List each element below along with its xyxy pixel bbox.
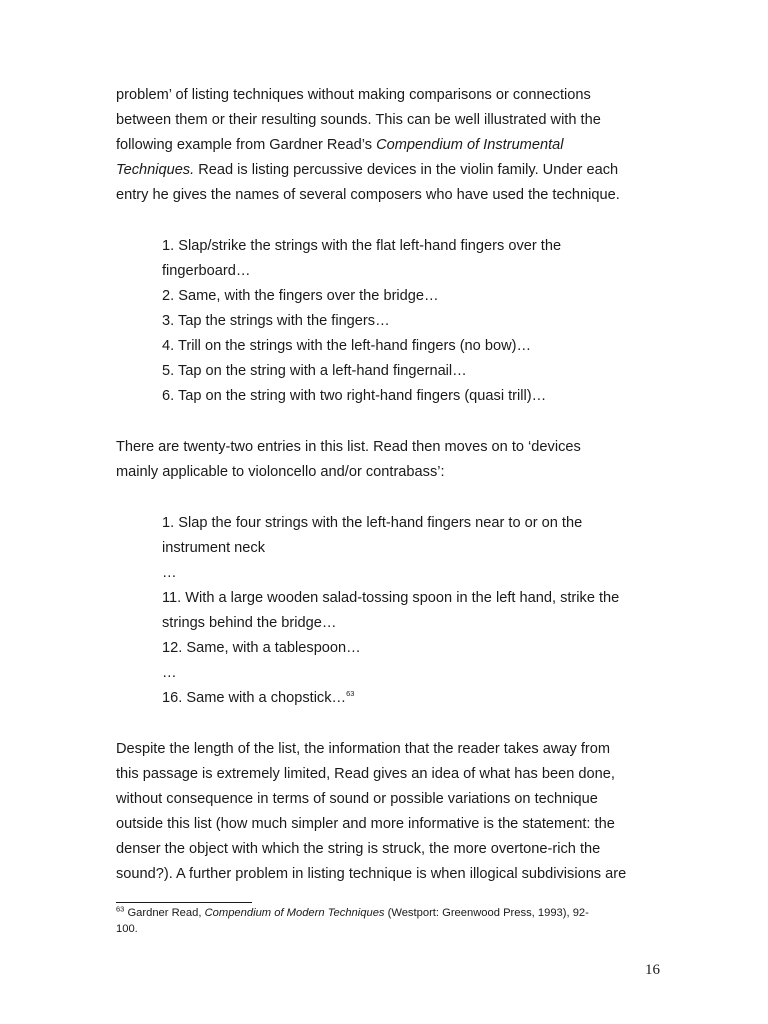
list1-item1-line1: 1. Slap/strike the strings with the flat left-hand fingers over the (162, 238, 562, 254)
book-title-italic-cont: Techniques. (116, 162, 195, 178)
list1-item3: 3. Tap the strings with the fingers… (162, 313, 390, 329)
paragraph3-line4: outside this list (how much simpler and more informative is the statement: the (116, 816, 615, 832)
paragraph3-line5: denser the object with which the string is struck, the more overtone-rich the (116, 841, 601, 857)
footnote-line2: 100. (116, 922, 138, 935)
list1-item6: 6. Tap on the string with two right-hand fingers (quasi trill)… (162, 388, 547, 404)
footnote-number: 63 (116, 904, 125, 914)
paragraph3-line3: without consequence in terms of sound or possible variations on technique (116, 791, 598, 807)
paragraph3-line6: sound?). A further problem in listing technique is when illogical subdivisions are (116, 866, 627, 882)
paragraph1-line3 (116, 133, 563, 158)
footnote-reference[interactable]: 63 (346, 689, 355, 699)
paragraph2-line2: mainly applicable to violoncello and/or contrabass’: (116, 464, 445, 480)
book-title-italic: Compendium of Instrumental (376, 137, 564, 153)
list2-item11-line2: strings behind the bridge… (162, 615, 337, 631)
paragraph1-line5: entry he gives the names of several composers who have used the technique. (116, 187, 620, 203)
footnote-text-post: (Westport: Greenwood Press, 1993), 92- (384, 907, 589, 919)
list2-item1-line1: 1. Slap the four strings with the left-hand fingers near to or on the (162, 515, 583, 531)
list2-item16 (162, 686, 354, 711)
list2-item11-line1: 11. With a large wooden salad-tossing spoon in the left hand, strike the (162, 590, 620, 606)
footnote-divider (116, 902, 252, 903)
list2-ellipsis2: … (162, 665, 177, 681)
list2-item1-line2: instrument neck (162, 540, 266, 556)
paragraph3-line2: this passage is extremely limited, Read gives an idea of what has been done, (116, 766, 615, 782)
paragraph1-line4 (116, 158, 618, 183)
list2-ellipsis1: … (162, 565, 177, 581)
paragraph1-line3-text: following example from Gardner Read’s (116, 137, 377, 153)
paragraph1-line2: between them or their resulting sounds. This can be well illustrated with the (116, 112, 601, 128)
list2-item16-text: 16. Same with a chopstick… (162, 690, 347, 706)
footnote-text-pre: Gardner Read, (124, 907, 205, 919)
list1-item1-line2: fingerboard… (162, 263, 251, 279)
paragraph1-line4-text: Read is listing percussive devices in the violin family. Under each (194, 162, 619, 178)
list1-item4: 4. Trill on the strings with the left-hand fingers (no bow)… (162, 338, 532, 354)
paragraph3-line1: Despite the length of the list, the information that the reader takes away from (116, 741, 611, 757)
list1-item5: 5. Tap on the string with a left-hand fingernail… (162, 363, 467, 379)
paragraph2-line1: There are twenty-two entries in this list. Read then moves on to ‘devices (116, 439, 581, 455)
page-number: 16 (645, 962, 660, 978)
list1-item2: 2. Same, with the fingers over the bridge… (162, 288, 439, 304)
list2-item12: 12. Same, with a tablespoon… (162, 640, 361, 656)
paragraph1-line1: problem’ of listing techniques without making comparisons or connections (116, 87, 591, 103)
footnote (116, 906, 656, 937)
footnote-line1 (116, 906, 656, 922)
footnote-book-title: Compendium of Modern Techniques (204, 907, 385, 919)
